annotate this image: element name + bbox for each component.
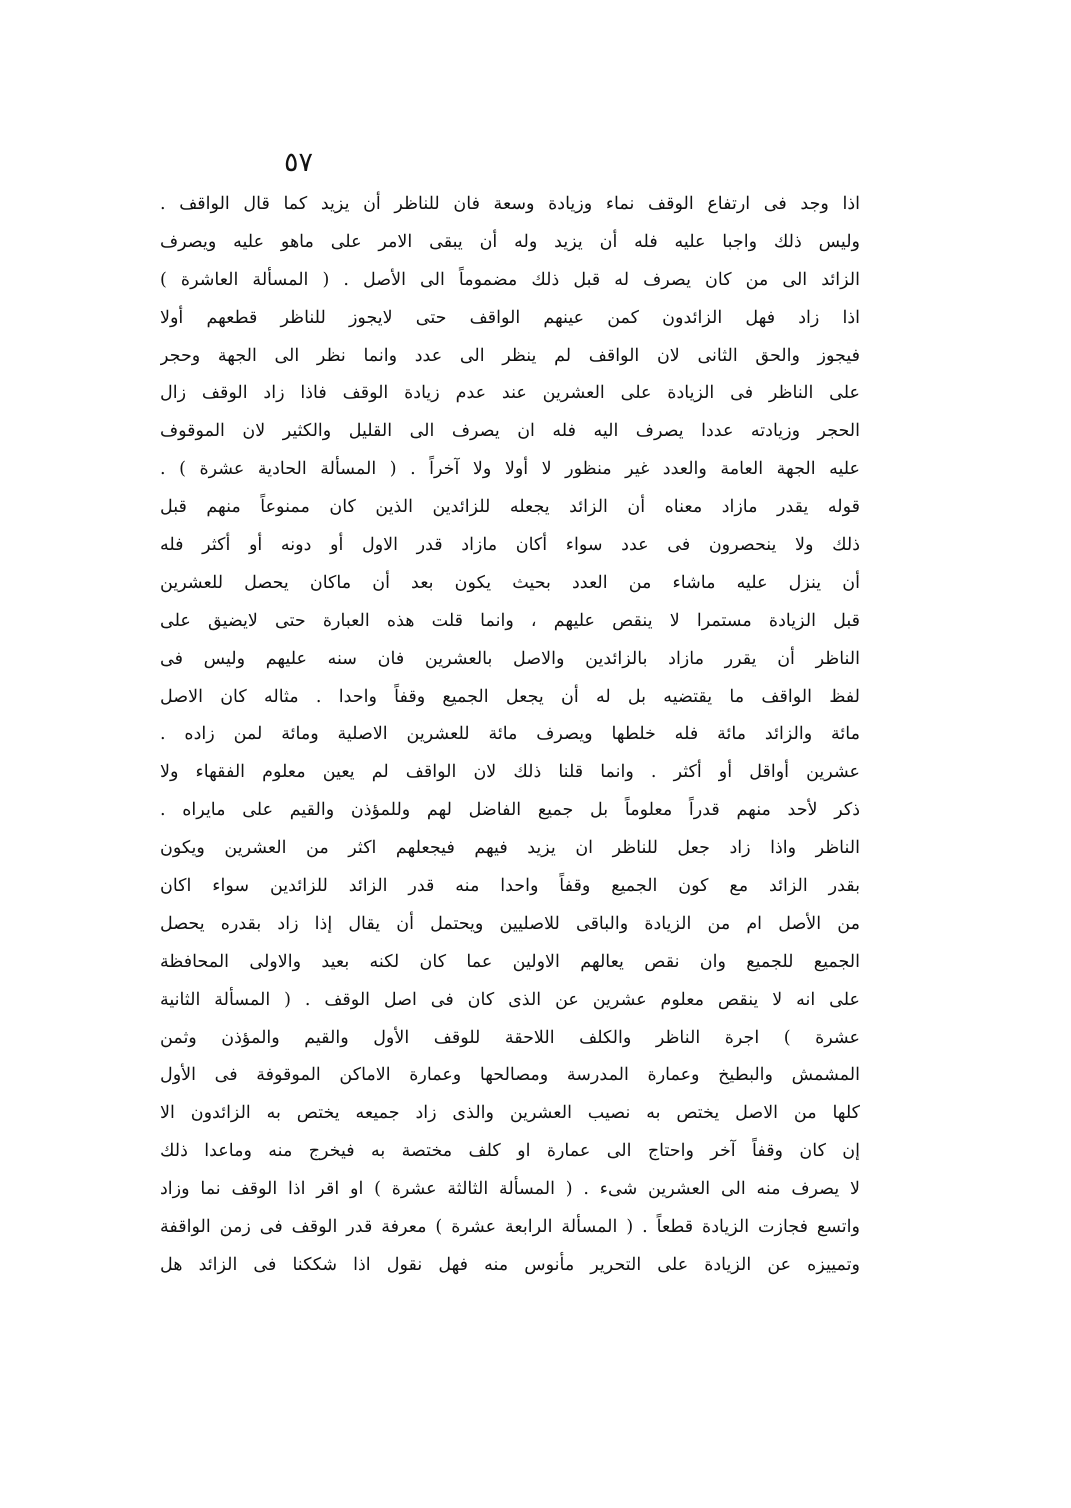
text-line: الجميع للجميع وان نقص يعالهم الاولين عما كان لكنه بعيد والاولى المحافظة [160, 951, 860, 972]
text-line: قوله يقدر مازاد معناه أن الزائد يجعله للزائدين الذين كان ممنوعاً منهم قبل [160, 497, 860, 518]
text-line: عشرة ) اجرة الناظر والكلف اللاحقة للوقف الأول والقيم والمؤذن وثمن [160, 1027, 860, 1048]
text-line: واتسع فجازت الزيادة قطعاً . ( المسألة الرابعة عشرة ) معرفة قدر الوقف فى زمن الواقفة [160, 1217, 860, 1238]
text-line: الزائد الى من كان يصرف له قبل ذلك مضموماً الى الأصل . ( المسألة العاشرة ) [160, 269, 860, 290]
text-line: فيجوز والحق الثانى لان الواقف لم ينظر الى عدد وانما نظر الى الجهة وحجر [160, 345, 860, 366]
text-line: عليه الجهة العامة والعدد غير منظور لا أولا ولا آخراً . ( المسألة الحادية عشرة ) . [160, 459, 860, 480]
text-line: مائة والزائد مائة فله خلطها ويصرف مائة للعشرين الاصلية ومائة لمن زاده . [160, 724, 860, 745]
text-line: إن كان وقفاً آخر واحتاج الى عمارة او كلف مختصة به فيخرج منه وماعدا ذلك [160, 1141, 860, 1162]
text-line: المشمش والبطيخ وعمارة المدرسة ومصالحها وعمارة الاماكن الموقوفة فى الأول [160, 1065, 860, 1086]
text-line: أن ينزل عليه ماشاء من العدد بحيث يكون بعد أن ماكان يحصل للعشرين [160, 572, 860, 593]
text-line: على الناظر فى الزيادة على العشرين عند عدم زيادة الوقف فاذا زاد الوقف زال [160, 383, 860, 404]
text-line: عشرين أواقل أو أكثر . وانما قلنا ذلك لان الواقف لم يعين معلوم الفقهاء ولا [160, 762, 860, 783]
text-line: لفظ الواقف ما يقتضيه بل له أن يجعل الجميع وقفاً واحدا . مثاله كان الاصل [160, 686, 860, 707]
text-line: على انه لا ينقص معلوم عشرين عن الذى كان فى اصل الوقف . ( المسألة الثانية [160, 989, 860, 1010]
text-line: اذا زاد فهل الزائدون كمن عينهم الواقف حتى لايجوز للناظر قطعهم أولا [160, 307, 860, 328]
text-line: الناظر أن يقرر مازاد بالزائدين والاصل بالعشرين فان سنه عليهم وليس فى [160, 648, 860, 669]
text-line: قبل الزيادة مستمرا لا ينقص عليهم ، وانما قلت هذه العبارة حتى لايضيق على [160, 610, 860, 631]
text-line: لا يصرف منه الى العشرين شىء . ( المسألة الثالثة عشرة ) او اقر اذا الوقف نما وزاد [160, 1179, 860, 1200]
text-line: الحجر وزيادته عددا يصرف اليه فله ان يصرف الى القليل والكثير لان الموقوف [160, 421, 860, 442]
text-line: ذكر لأحد منهم قدراً معلوماً بل جميع الفاضل لهم وللمؤذن والقيم على مايراه . [160, 800, 860, 821]
text-line: وليس ذلك واجبا عليه فله أن يزيد وله أن يبقى الامر على ماهو عليه ويصرف [160, 231, 860, 252]
text-line: اذا وجد فى ارتفاع الوقف نماء وزيادة وسعة فان للناظر أن يزيد كما قال الواقف . [160, 194, 860, 214]
text-line: ذلك ولا ينحصرون فى عدد سواء أكان مازاد قدر الاول أو دونه أو أكثر فله [160, 535, 860, 556]
body-text [160, 186, 860, 1285]
text-line: الناظر واذا زاد جعل للناظر ان يزيد فيهم فيجعلهم اكثر من العشرين ويكون [160, 838, 860, 859]
text-line: وتمييزه عن الزيادة على التحرير مأنوس منه فهل نقول اذا شككنا فى الزائد هل [160, 1254, 860, 1275]
page-number: ٥٧ [284, 147, 314, 178]
text-line: من الأصل ام من الزيادة والباقى للاصليين ويحتمل أن يقال إذا زاد بقدره يحصل [160, 913, 860, 934]
text-line: بقدر الزائد مع كون الجميع وقفاً واحدا منه قدر الزائد للزائدين سواء اكان [160, 876, 860, 897]
text-line: كلها من الاصل يختص به نصيب العشرين والذى زاد جميعه يختص به الزائدون الا [160, 1103, 860, 1124]
